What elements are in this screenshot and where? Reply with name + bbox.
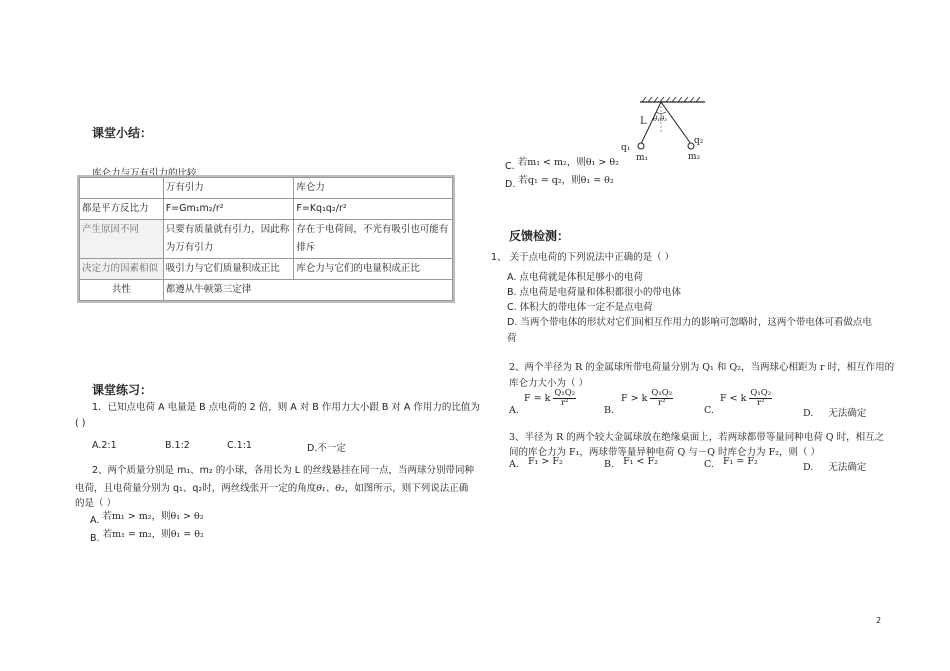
f2-stem-line2: 库仑力大小为（ ） [509,378,589,389]
option-label: C. [505,161,515,172]
option-text: 无法确定 [828,462,867,473]
f2-option-a-label: A. [509,405,519,416]
table-header-row [80,178,453,199]
fraction-denominator: r² [561,398,569,408]
q1-option-d: D.不一定 [307,443,346,454]
option-label: A. [90,515,100,526]
formula-fraction [553,389,576,408]
f1-option-d: D. 当两个带电体的形状对它们间相互作用力的影响可忽略时，这两个带电体可看做点电 [507,317,872,328]
f3-stem-line1: 3、半径为 R 的两个较大金属球放在绝缘桌面上，若两球都带等量同种电荷 Q 时，相互之 [509,432,885,443]
fraction-denominator: r² [757,398,765,408]
ceiling-hatch [642,97,700,102]
f3-option-d [803,459,866,473]
f3-option-b [604,456,658,470]
q2-stem-line1: 2、两个质量分别是 m₁、m₂ 的小球，各用长为 L 的丝线悬挂在同一点，当两球分别带同种 [92,465,475,476]
option-text: F₁ < F₂ [623,456,658,467]
table-row [80,199,453,220]
table-cell: 只要有质量就有引力，因此称 为万有引力 [163,220,294,259]
feedback-heading: 反馈检测： [509,229,570,243]
option-label: C. [704,459,714,470]
q2-stem-text-end: ，如图所示，则下列说法正确 [344,483,469,494]
f1-option-c: C. 体积大的带电体一定不是点电荷 [507,302,653,313]
q2-option-d [505,176,614,190]
q2-stem-text: 电荷，且电荷量分别为 q₁、q₂时，两丝线张开一定的角度 [75,483,317,494]
f2-option-c [720,389,772,408]
table-cell: 库仑力与它们的电量积成正比 [294,259,453,280]
option-text: 若m₁ = m₂，则θ₁ = θ₂ [102,529,204,540]
f3-stem-line2: 间的库仑力为 F₁，两球带等量异种电荷 Q 与－Q 时库仑力为 F₂，则（ ） [509,447,820,458]
f1-stem: 1、 关于点电荷的下列说法中正确的是（ ） [491,252,675,263]
q2-option-a [90,512,204,526]
option-text: 若q₁ = q₂，则θ₁ = θ₂ [518,175,614,186]
f3-option-c [704,456,758,470]
option-text: F₁ = F₂ [723,456,758,467]
q2-stem-line2 [75,480,468,494]
f2-option-b [621,389,673,408]
option-text: 若m₁ < m₂，则θ₁ > θ₂ [517,157,619,168]
left-ball [638,143,644,149]
diagram-label-l: L [640,116,647,127]
formula-fraction [749,389,772,408]
table-row [80,220,453,259]
option-text: 若m₁ > m₂，则θ₁ > θ₂ [102,511,204,522]
practice-heading: 课堂练习： [92,383,153,397]
q1-option-b: B.1:2 [165,440,190,451]
table-cell: 吸引力与它们质量积成正比 [163,259,294,280]
q2-option-c [505,158,619,172]
fraction-numerator: Q₁Q₂ [554,388,576,398]
diagram-label-m2: m₂ [688,152,701,162]
option-label: B. [604,459,615,470]
f2-option-b-label: B. [604,405,615,416]
page-number: 2 [876,616,882,625]
diagram-label-q2: q₂ [694,136,704,146]
diagram-label-theta: θ₁θ₂ [653,115,668,123]
formula-fraction [650,389,673,408]
option-label: D. [505,179,516,190]
f1-option-a: A. 点电荷就是体积足够小的电荷 [507,272,643,283]
option-text: 无法确定 [828,408,867,419]
formula-lhs: F = k [524,393,551,404]
f2-stem-line1: 2、两个半径为 R 的金属球所带电荷量分别为 Q₁ 和 Q₂，当两球心相距为 r 时，相互作用的 [509,362,895,373]
table-row [80,259,453,280]
table-cell: 存在于电荷间，不光有吸引也可能有 排斥 [294,220,453,259]
table-cell: F=Gm₁m₂/r² [163,199,294,220]
pendulum-diagram [605,92,725,164]
f2-option-c-label: C. [704,405,714,416]
table-header-cell: 库仑力 [294,178,453,199]
comparison-table [79,177,453,301]
diagram-label-m1: m₁ [636,153,649,163]
fraction-numerator: Q₁Q₂ [750,388,772,398]
option-label: B. [90,533,100,544]
table-header-cell: 万有引力 [163,178,294,199]
option-label: D. [803,462,814,473]
table-cell: 都是平方反比力 [80,199,164,220]
summary-heading: 课堂小结： [92,126,153,140]
q1-stem: 1．已知点电荷 A 电量是 B 点电荷的 2 倍，则 A 对 B 作用力大小跟 B 对 A 作用力的比值为 [92,402,480,413]
right-string [661,102,691,144]
q2-stem-line3: 的是（ ） [75,498,117,509]
table-cell: 共性 [80,280,164,301]
q1-option-c: C.1:1 [227,440,252,451]
q1-paren: ( ) [75,418,86,429]
fraction-denominator: r² [658,398,666,408]
table-row [80,280,453,301]
formula-lhs: F < k [720,393,747,404]
table-cell: 决定力的因素相似 [80,259,164,280]
table-cell: 都遵从牛顿第三定律 [163,280,452,301]
fraction-numerator: Q₁Q₂ [651,388,673,398]
option-label: D. [803,408,814,419]
f1-option-b: B. 点电荷是电荷量和体积都很小的带电体 [507,287,682,298]
table-cell: F=Kq₁q₂/r² [294,199,453,220]
table-cell: 产生原因不同 [80,220,164,259]
option-label: A. [509,459,519,470]
f1-option-d-cont: 荷 [507,333,517,344]
table-caption: 库仑力与万有引力的比较 [92,168,197,179]
formula-lhs: F > k [621,393,648,404]
angle-arc [656,112,666,113]
f3-option-a [509,456,563,470]
f2-option-a [524,389,576,408]
table-header-cell [80,178,164,199]
option-text: F₁ > F₂ [527,456,563,467]
diagram-label-q1: q₁ [621,143,631,153]
f2-option-d [803,405,866,419]
q2-option-b [90,530,204,544]
q1-option-a: A.2:1 [92,440,117,451]
theta-symbols: θ₁、θ₂ [316,483,345,494]
